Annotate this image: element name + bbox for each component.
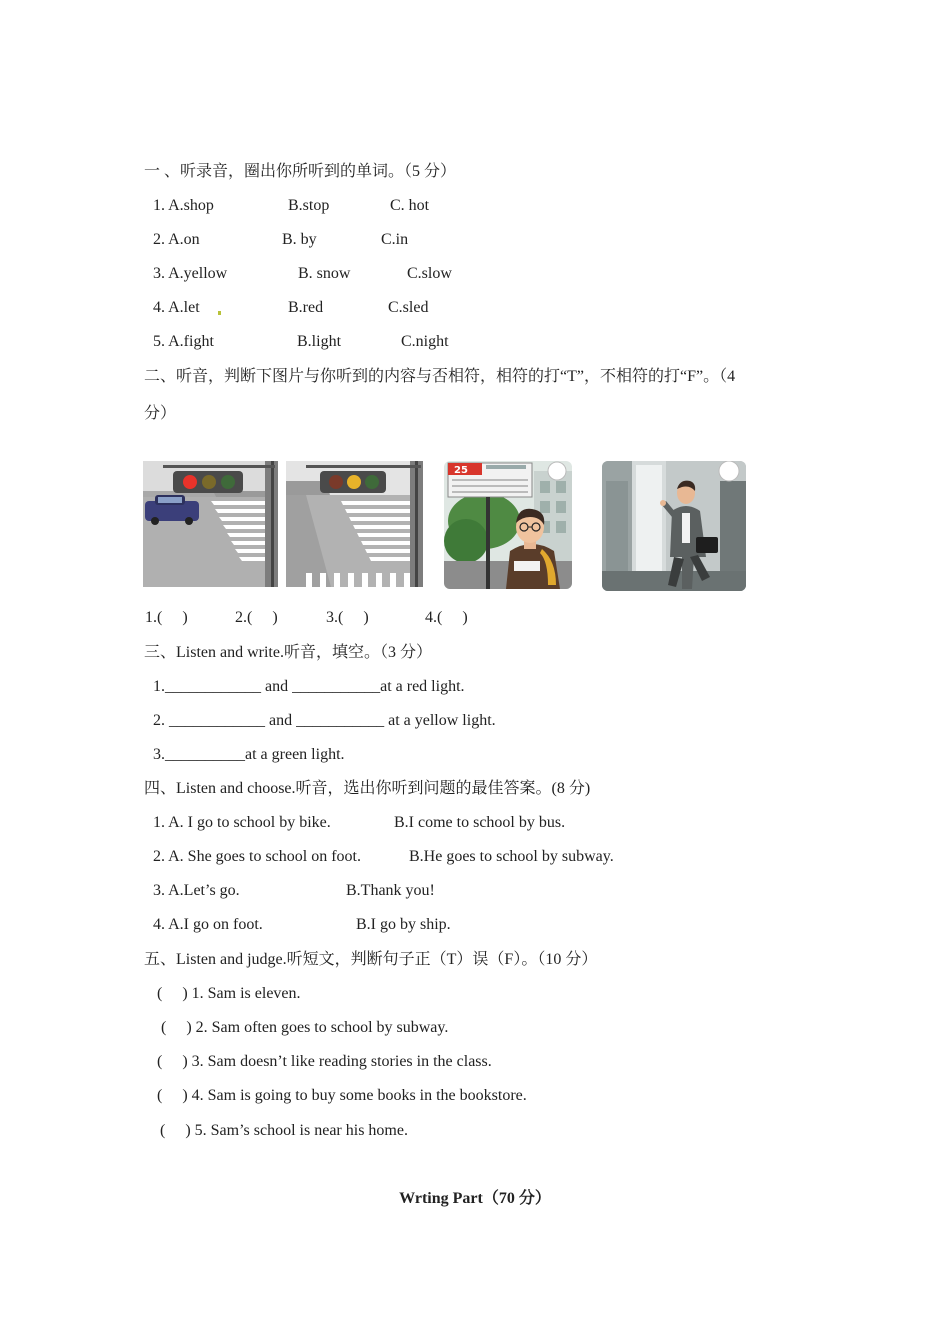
judge-item-5[interactable]: ( ) 5. Sam’s school is near his home. xyxy=(160,1122,408,1139)
option-c[interactable]: C.slow xyxy=(407,265,452,282)
choice-b[interactable]: B.Thank you! xyxy=(346,882,435,899)
answer-blank-4[interactable]: 4.( ) xyxy=(425,609,468,626)
option-c[interactable]: C.sled xyxy=(388,299,429,316)
judge-item-1[interactable]: ( ) 1. Sam is eleven. xyxy=(157,985,301,1002)
judge-item-4[interactable]: ( ) 4. Sam is going to buy some books in the bookstore. xyxy=(157,1087,527,1104)
section5-title: 五、Listen and judge.听短文，判断句子正（T）误（F）。（10 分） xyxy=(144,951,598,968)
option-c[interactable]: C. hot xyxy=(390,197,430,214)
option-a[interactable]: 1. A.shop xyxy=(153,197,214,214)
answer-blank-3[interactable]: 3.( ) xyxy=(326,609,369,626)
fill-blank-1[interactable]: 1.____________ and ___________at a red light. xyxy=(153,678,465,695)
choice-b[interactable]: B.I go by ship. xyxy=(356,916,451,933)
option-b[interactable]: B.red xyxy=(288,299,324,316)
answer-blank-1[interactable]: 1.( ) xyxy=(145,609,188,626)
stray-mark xyxy=(218,311,221,315)
option-b[interactable]: B.stop xyxy=(288,197,330,214)
picture-bus-stop xyxy=(444,461,572,589)
option-a[interactable]: 5. A.fight xyxy=(153,333,214,350)
choice-a[interactable]: 4. A.I go on foot. xyxy=(153,916,263,933)
option-c[interactable]: C.night xyxy=(401,333,449,350)
option-b[interactable]: B. by xyxy=(282,231,317,248)
choice-a[interactable]: 2. A. She goes to school on foot. xyxy=(153,848,361,865)
fill-blank-3[interactable]: 3.__________at a green light. xyxy=(153,746,345,763)
section2-title-line1: 二、听音，判断下图片与你听到的内容与否相符，相符的打“T”，不相符的打“F”。（4 xyxy=(144,368,736,385)
choice-b[interactable]: B.He goes to school by subway. xyxy=(409,848,614,865)
section3-title: 三、Listen and write.听音，填空。（3 分） xyxy=(144,644,432,661)
choice-b[interactable]: B.I come to school by bus. xyxy=(394,814,566,831)
choice-a[interactable]: 3. A.Let’s go. xyxy=(153,882,240,899)
option-c[interactable]: C.in xyxy=(381,231,409,248)
choice-a[interactable]: 1. A. I go to school by bike. xyxy=(153,814,331,831)
section4-title: 四、Listen and choose.听音，选出你听到问题的最佳答案。(8 分) xyxy=(144,780,591,797)
picture-yellow-light xyxy=(286,461,423,587)
picture-subway xyxy=(602,461,746,591)
bus-number: 25 xyxy=(454,465,468,476)
fill-blank-2[interactable]: 2. ____________ and ___________ at a yellow light. xyxy=(153,712,496,729)
option-b[interactable]: B.light xyxy=(297,333,342,350)
picture-red-light xyxy=(143,461,278,587)
option-a[interactable]: 3. A.yellow xyxy=(153,265,228,282)
answer-blank-2[interactable]: 2.( ) xyxy=(235,609,278,626)
option-a[interactable]: 4. A.let xyxy=(153,299,200,316)
section2-title-line2: 分） xyxy=(144,405,177,422)
judge-item-2[interactable]: ( ) 2. Sam often goes to school by subway. xyxy=(161,1019,449,1036)
judge-item-3[interactable]: ( ) 3. Sam doesn’t like reading stories in the class. xyxy=(157,1053,492,1070)
option-a[interactable]: 2. A.on xyxy=(153,231,200,248)
writing-part-heading: Wrting Part（70 分） xyxy=(399,1190,551,1207)
section1-title: 一 、听录音，圈出你所听到的单词。（5 分） xyxy=(144,163,457,180)
option-b[interactable]: B. snow xyxy=(298,265,351,282)
